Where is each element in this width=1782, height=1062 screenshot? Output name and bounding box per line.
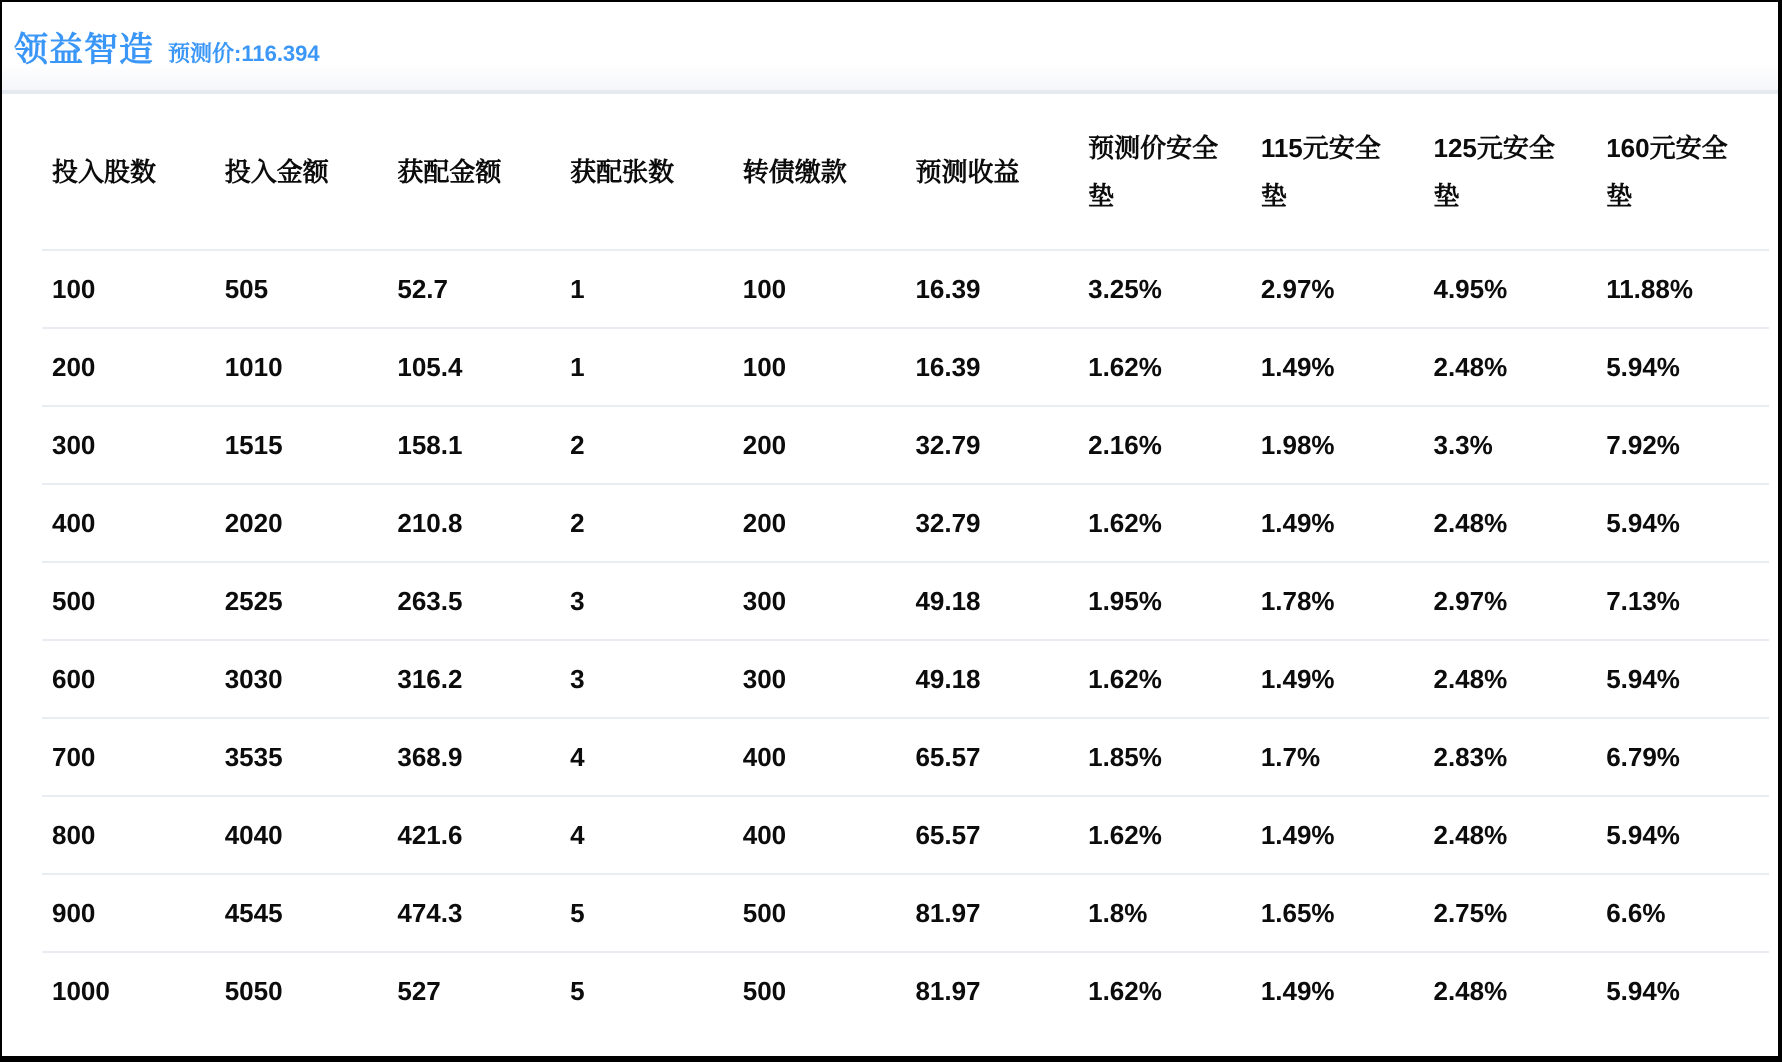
table-cell: 65.57 — [905, 796, 1078, 874]
col-header-bond-payment — [733, 94, 906, 250]
table-cell: 5.94% — [1596, 952, 1769, 1030]
table-cell: 1.49% — [1251, 484, 1424, 562]
table-cell: 5 — [560, 952, 733, 1030]
table-cell: 527 — [387, 952, 560, 1030]
table-cell: 100 — [733, 328, 906, 406]
allotment-table — [42, 94, 1769, 1030]
table-cell: 5.94% — [1596, 640, 1769, 718]
table-cell: 500 — [733, 952, 906, 1030]
table-cell: 52.7 — [387, 250, 560, 328]
table-cell: 4.95% — [1424, 250, 1597, 328]
table-cell: 32.79 — [905, 406, 1078, 484]
col-header-predicted-price-cushion — [1078, 94, 1251, 250]
header-line: 转债缴款 — [742, 156, 847, 187]
table-cell: 16.39 — [905, 250, 1078, 328]
table-cell: 6.79% — [1596, 718, 1769, 796]
table-cell: 3030 — [215, 640, 388, 718]
col-header-allotted-amount — [387, 94, 560, 250]
table-cell: 2 — [560, 406, 733, 484]
table-cell: 1.49% — [1251, 640, 1424, 718]
table-row — [42, 874, 1769, 952]
table-row — [42, 406, 1769, 484]
predicted-price-label: 预测价:116.394 — [168, 41, 320, 66]
col-header-cushion-125 — [1424, 94, 1597, 250]
table-cell: 2.48% — [1424, 484, 1597, 562]
table-cell: 421.6 — [387, 796, 560, 874]
table-cell: 2.83% — [1424, 718, 1597, 796]
table-cell: 11.88% — [1596, 250, 1769, 328]
table-cell: 300 — [733, 562, 906, 640]
header-line: 获配张数 — [570, 156, 675, 187]
table-cell: 81.97 — [905, 874, 1078, 952]
allotment-table-container — [42, 94, 1769, 1030]
table-cell: 65.57 — [905, 718, 1078, 796]
table-cell: 3.25% — [1078, 250, 1251, 328]
table-cell: 158.1 — [387, 406, 560, 484]
table-cell: 5 — [560, 874, 733, 952]
table-cell: 32.79 — [905, 484, 1078, 562]
table-cell: 2.16% — [1078, 406, 1251, 484]
table-cell: 4040 — [215, 796, 388, 874]
table-cell: 800 — [42, 796, 215, 874]
table-cell: 1.98% — [1251, 406, 1424, 484]
table-cell: 400 — [733, 718, 906, 796]
table-cell: 1.62% — [1078, 796, 1251, 874]
header-line: 115元安全 — [1260, 132, 1381, 163]
header-line: 垫 — [1606, 180, 1633, 211]
table-cell: 3 — [560, 640, 733, 718]
table-cell: 1515 — [215, 406, 388, 484]
table-cell: 2.48% — [1424, 796, 1597, 874]
table-cell: 200 — [733, 406, 906, 484]
table-cell: 1 — [560, 328, 733, 406]
table-cell: 368.9 — [387, 718, 560, 796]
table-cell: 400 — [733, 796, 906, 874]
table-cell: 3.3% — [1424, 406, 1597, 484]
table-cell: 1.49% — [1251, 952, 1424, 1030]
table-cell: 3535 — [215, 718, 388, 796]
table-cell: 600 — [42, 640, 215, 718]
table-cell: 2020 — [215, 484, 388, 562]
table-cell: 2 — [560, 484, 733, 562]
col-header-invest-amount — [215, 94, 388, 250]
table-cell: 500 — [733, 874, 906, 952]
header-line: 获配金额 — [397, 156, 502, 187]
table-cell: 1.49% — [1251, 796, 1424, 874]
table-cell: 1.62% — [1078, 640, 1251, 718]
col-header-cushion-160 — [1596, 94, 1769, 250]
table-header-row — [42, 94, 1769, 250]
table-cell: 4 — [560, 718, 733, 796]
table-row — [42, 952, 1769, 1030]
table-cell: 1.85% — [1078, 718, 1251, 796]
table-cell: 1.78% — [1251, 562, 1424, 640]
table-cell: 5.94% — [1596, 796, 1769, 874]
title-bar — [2, 2, 1778, 69]
table-cell: 210.8 — [387, 484, 560, 562]
header-line: 预测收益 — [915, 156, 1020, 187]
table-row — [42, 796, 1769, 874]
table-cell: 49.18 — [905, 640, 1078, 718]
header-line: 160元安全 — [1606, 132, 1728, 163]
table-cell: 200 — [42, 328, 215, 406]
table-cell: 700 — [42, 718, 215, 796]
table-cell: 1.62% — [1078, 484, 1251, 562]
table-cell: 900 — [42, 874, 215, 952]
table-cell: 1.62% — [1078, 328, 1251, 406]
table-cell: 5.94% — [1596, 484, 1769, 562]
table-cell: 263.5 — [387, 562, 560, 640]
table-cell: 2.48% — [1424, 640, 1597, 718]
table-cell: 2.75% — [1424, 874, 1597, 952]
page-title: 领益智造 — [14, 31, 154, 69]
table-cell: 100 — [42, 250, 215, 328]
table-cell: 2.48% — [1424, 952, 1597, 1030]
table-cell: 1.7% — [1251, 718, 1424, 796]
table-cell: 1 — [560, 250, 733, 328]
table-cell: 474.3 — [387, 874, 560, 952]
col-header-cushion-115 — [1251, 94, 1424, 250]
title-divider — [2, 64, 1778, 94]
table-cell: 49.18 — [905, 562, 1078, 640]
table-cell: 7.13% — [1596, 562, 1769, 640]
header-line: 垫 — [1260, 180, 1287, 211]
table-cell: 2525 — [215, 562, 388, 640]
col-header-predicted-profit — [905, 94, 1078, 250]
table-cell: 1.62% — [1078, 952, 1251, 1030]
header-line: 垫 — [1433, 180, 1460, 211]
table-cell: 5050 — [215, 952, 388, 1030]
table-cell: 200 — [733, 484, 906, 562]
table-cell: 3 — [560, 562, 733, 640]
table-cell: 6.6% — [1596, 874, 1769, 952]
table-cell: 105.4 — [387, 328, 560, 406]
table-cell: 1.95% — [1078, 562, 1251, 640]
table-cell: 16.39 — [905, 328, 1078, 406]
page — [2, 2, 1778, 1056]
header-line: 垫 — [1088, 180, 1115, 211]
table-cell: 2.48% — [1424, 328, 1597, 406]
table-cell: 316.2 — [387, 640, 560, 718]
table-row — [42, 250, 1769, 328]
table-cell: 2.97% — [1251, 250, 1424, 328]
table-row — [42, 718, 1769, 796]
table-cell: 1010 — [215, 328, 388, 406]
table-cell: 81.97 — [905, 952, 1078, 1030]
table-row — [42, 484, 1769, 562]
table-cell: 400 — [42, 484, 215, 562]
header-line: 125元安全 — [1433, 132, 1555, 163]
table-cell: 1.8% — [1078, 874, 1251, 952]
table-cell: 1.65% — [1251, 874, 1424, 952]
table-cell: 4 — [560, 796, 733, 874]
table-row — [42, 328, 1769, 406]
table-cell: 500 — [42, 562, 215, 640]
table-cell: 1000 — [42, 952, 215, 1030]
header-line: 预测价安全 — [1088, 132, 1219, 163]
table-row — [42, 562, 1769, 640]
header-line: 投入股数 — [52, 156, 157, 187]
table-cell: 300 — [42, 406, 215, 484]
table-cell: 5.94% — [1596, 328, 1769, 406]
table-cell: 100 — [733, 250, 906, 328]
table-cell: 2.97% — [1424, 562, 1597, 640]
table-cell: 1.49% — [1251, 328, 1424, 406]
table-row — [42, 640, 1769, 718]
table-cell: 505 — [215, 250, 388, 328]
header-line: 投入金额 — [224, 156, 329, 187]
table-cell: 300 — [733, 640, 906, 718]
table-cell: 7.92% — [1596, 406, 1769, 484]
col-header-invest-shares — [42, 94, 215, 250]
table-cell: 4545 — [215, 874, 388, 952]
col-header-allotted-lots — [560, 94, 733, 250]
